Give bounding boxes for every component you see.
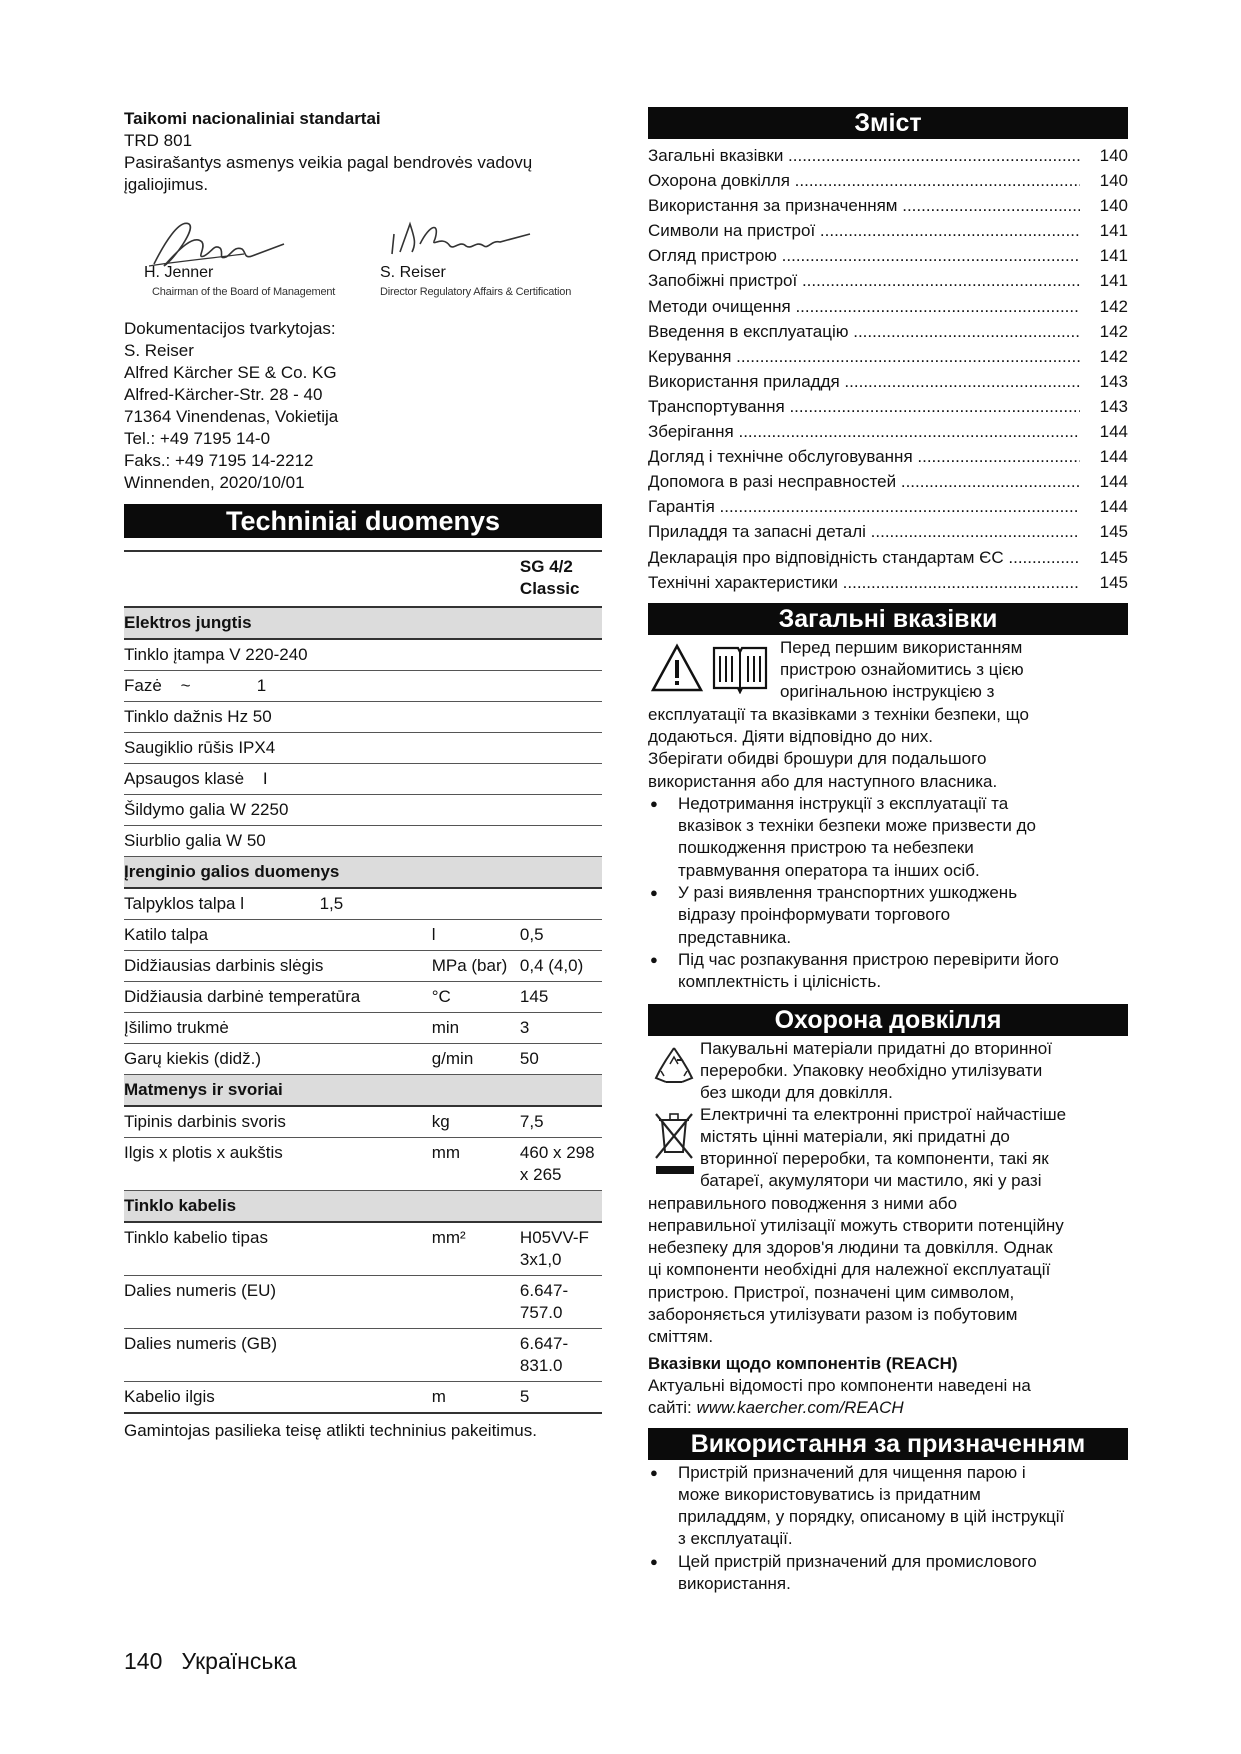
table-cell: Tinklo įtampa V 220-240 xyxy=(124,639,432,671)
manual-book-icon xyxy=(710,642,770,694)
table-cell xyxy=(432,607,520,639)
table-cell: Didžiausias darbinis slėgis xyxy=(124,951,432,982)
table-cell: Matmenys ir svoriai xyxy=(124,1075,432,1107)
contact-line: S. Reiser xyxy=(124,341,194,360)
weee-bin-icon xyxy=(652,1108,696,1178)
bullet-item xyxy=(648,1462,1128,1551)
table-cell xyxy=(520,826,602,857)
general-bullets xyxy=(648,793,1128,994)
right-column xyxy=(648,107,1128,1595)
general-text: експлуатації та вказівками з техніки безпеки, що додаються. Діяти відповідно до них. Зберігати обидві брошури для подальшого використання або для наступного власника. xyxy=(648,704,1029,791)
toc-entry[interactable] xyxy=(648,494,1128,519)
table-section-row xyxy=(124,1191,602,1223)
table-cell: mm² xyxy=(432,1222,520,1276)
usage-bullets xyxy=(648,1462,1128,1596)
table-cell: Kabelio ilgis xyxy=(124,1382,432,1414)
table-cell: 3 xyxy=(520,1013,602,1044)
toc-entry-page: 141 xyxy=(1099,246,1128,266)
table-cell: Tipinis darbinis svoris xyxy=(124,1106,432,1138)
table-row xyxy=(124,702,602,733)
toc-entry-label: Зберігання ..... xyxy=(648,419,1080,444)
toc-entry-label: Керування ..... xyxy=(648,344,1080,369)
table-cell: Elektros jungtis xyxy=(124,607,432,639)
table-section-row xyxy=(124,1075,602,1107)
table-cell: m xyxy=(432,1382,520,1414)
toc-entry[interactable] xyxy=(648,294,1128,319)
table-row xyxy=(124,1382,602,1414)
signer-name: H. Jenner xyxy=(144,264,214,281)
signature-block xyxy=(124,196,602,418)
table-cell xyxy=(432,826,520,857)
bullet-line: може використовуватись із придатним xyxy=(678,1484,981,1504)
toc-entry-label: Використання приладдя ..... xyxy=(648,369,1080,394)
table-cell xyxy=(520,639,602,671)
general-intro-text: Перед першим використанням пристрою ознайомитись з цією оригінальною інструкцією з xyxy=(780,637,1024,702)
toc-entry-page: 140 xyxy=(1099,146,1128,165)
toc-entry-label: Методи очищення ..... xyxy=(648,294,1080,319)
toc-entry-page: 142 xyxy=(1099,296,1128,316)
bullet-item xyxy=(648,793,1128,882)
reach-link[interactable]: www.kaercher.com/REACH xyxy=(696,1398,904,1418)
toc-entry-page: 144 xyxy=(1099,447,1128,467)
toc-title: Зміст xyxy=(648,107,1128,139)
table-row xyxy=(124,1044,602,1075)
table-cell xyxy=(432,764,520,795)
table-cell xyxy=(432,639,520,671)
toc-entry-label: Технічні характеристики ..... xyxy=(648,570,1080,595)
bullet-line: ● Під час розпакування пристрою перевірити його xyxy=(678,949,1059,969)
toc-entry[interactable] xyxy=(648,143,1128,168)
left-column xyxy=(124,108,602,1442)
toc-entry-page: 143 xyxy=(1099,396,1128,416)
table-row xyxy=(124,1106,602,1138)
table-cell xyxy=(520,764,602,795)
contact-line: Alfred-Kärcher-Str. 28 - 40 xyxy=(124,385,323,404)
bullet-line: відразу проінформувати торгового xyxy=(678,905,951,925)
contact-line: Dokumentacijos tvarkytojas: xyxy=(124,319,336,338)
contact-line: Tel.: +49 7195 14-0 xyxy=(124,429,271,448)
table-cell xyxy=(520,607,602,639)
table-cell xyxy=(432,1276,520,1329)
table-cell: 0,5 xyxy=(520,920,602,951)
bullet-line: представника. xyxy=(678,927,792,947)
table-cell: Įrenginio galios duomenys xyxy=(124,857,432,889)
bullet-line: ● Недотримання інструкції з експлуатації та xyxy=(678,793,1009,813)
table-cell: 460 x 298 x 265 xyxy=(520,1138,602,1191)
toc-entry-label: Введення в експлуатацію ..... xyxy=(648,319,1080,344)
bullet-item xyxy=(648,949,1128,994)
toc-entry-label: Охорона довкілля ..... xyxy=(648,168,1080,193)
table-cell: Tinklo kabelis xyxy=(124,1191,432,1223)
bullet-line: ● Цей пристрій призначений для промислового xyxy=(678,1551,1037,1571)
toc-entry[interactable] xyxy=(648,344,1128,369)
table-cell: l xyxy=(432,920,520,951)
toc-entry-page: 141 xyxy=(1099,221,1128,241)
table-row xyxy=(124,1138,602,1191)
table-cell: Ilgis x plotis x aukštis xyxy=(124,1138,432,1191)
table-cell xyxy=(432,1191,520,1223)
signer-name: S. Reiser xyxy=(380,264,446,281)
toc-entry-label: Допомога в разі несправностей ..... xyxy=(648,469,1080,494)
table-cell xyxy=(520,1191,602,1223)
table-cell: MPa (bar) xyxy=(432,951,520,982)
table-cell: Didžiausia darbinė temperatūra xyxy=(124,982,432,1013)
standard-code: TRD 801 xyxy=(124,131,193,150)
toc-entry[interactable] xyxy=(648,268,1128,293)
table-cell: Tinklo dažnis Hz 50 xyxy=(124,702,432,733)
general-title: Загальні вказівки xyxy=(648,603,1128,635)
table-cell xyxy=(432,1329,520,1382)
toc-entry[interactable] xyxy=(648,519,1128,544)
bullet-line: використання. xyxy=(678,1574,791,1593)
table-cell xyxy=(520,1075,602,1107)
table-cell: mm xyxy=(432,1138,520,1191)
tech-data-table xyxy=(124,550,602,1414)
table-cell xyxy=(520,857,602,889)
toc-entry[interactable] xyxy=(648,469,1128,494)
table-header-row xyxy=(124,551,602,607)
footer-language: Українська xyxy=(181,1648,297,1674)
tech-footer: Gamintojas pasilieka teisę atlikti techninius pakeitimus. xyxy=(124,1421,537,1440)
table-row xyxy=(124,764,602,795)
toc-entry-label: Гарантія ..... xyxy=(648,494,1080,519)
bullet-item xyxy=(648,1551,1128,1596)
table-row xyxy=(124,951,602,982)
toc-entry-label: Декларація про відповідність стандартам ЄС ..... xyxy=(648,545,1080,570)
toc-entry-page: 144 xyxy=(1099,422,1128,442)
table-cell: °C xyxy=(432,982,520,1013)
table-cell: Siurblio galia W 50 xyxy=(124,826,432,857)
table-row xyxy=(124,826,602,857)
bullet-line: ● Пристрій призначений для чищення парою і xyxy=(678,1462,1026,1482)
table-section-row xyxy=(124,607,602,639)
toc-entry-page: 142 xyxy=(1099,346,1128,366)
toc-entry-label: Транспортування ..... xyxy=(648,394,1080,419)
toc-entry-label: Символи на пристрої ..... xyxy=(648,218,1080,243)
table-section-row xyxy=(124,857,602,889)
bullet-line: вказівок з техніки безпеки може призвести до xyxy=(678,816,1037,836)
signer-role: Director Regulatory Affairs & Certification xyxy=(380,286,572,298)
table-cell: 5 xyxy=(520,1382,602,1414)
toc-entry-page: 140 xyxy=(1099,171,1128,191)
signers-note: Pasirašantys asmenys veikia pagal bendrovės vadovų įgaliojimus. xyxy=(124,153,533,194)
table-cell: Katilo talpa xyxy=(124,920,432,951)
table-cell: 6.647-831.0 xyxy=(520,1329,602,1382)
table-cell: Apsaugos klasė I xyxy=(124,764,432,795)
table-row xyxy=(124,639,602,671)
table-cell: Talpyklos talpa l 1,5 xyxy=(124,888,432,920)
toc-entry-page: 145 xyxy=(1099,572,1128,592)
table-cell: g/min xyxy=(432,1044,520,1075)
contact-line: Winnenden, 2020/10/01 xyxy=(124,473,305,492)
table-cell: H05VV-F 3x1,0 xyxy=(520,1222,602,1276)
toc-entry-page: 140 xyxy=(1099,196,1128,216)
toc-entry-label: Приладдя та запасні деталі ..... xyxy=(648,519,1080,544)
signer-role: Chairman of the Board of Management xyxy=(152,286,336,298)
table-row xyxy=(124,1222,602,1276)
toc-entry-page: 144 xyxy=(1099,497,1128,517)
toc-entry[interactable] xyxy=(648,193,1128,218)
toc-entry[interactable] xyxy=(648,168,1128,193)
page-number: 140 xyxy=(124,1648,163,1674)
reach-heading: Вказівки щодо компонентів (REACH) xyxy=(648,1353,958,1373)
toc-entry-page: 141 xyxy=(1099,271,1128,291)
reach-url-line: сайті: www.kaercher.com/REACH xyxy=(648,1398,904,1418)
toc-entry[interactable] xyxy=(648,243,1128,268)
env-title: Охорона довкілля xyxy=(648,1004,1128,1036)
contact-line: Faks.: +49 7195 14-2212 xyxy=(124,451,314,470)
toc-entry[interactable] xyxy=(648,545,1128,570)
table-cell xyxy=(520,795,602,826)
weee-text: неправильного поводження з ними або неправильної утилізації можуть створити потенційну небезпеку для здоров'я людини та довкілля. Однак ці компоненти необхідні для належної експлуатації пристрою. Пристрої, позначені цим символом, забороняється утилізувати разом із побутовим сміттям. xyxy=(648,1193,1064,1347)
toc-entry-page: 144 xyxy=(1099,472,1128,492)
toc-entry-page: 143 xyxy=(1099,371,1128,391)
table-cell: Saugiklio rūšis IPX4 xyxy=(124,733,432,764)
model-header: SG 4/2 Classic xyxy=(520,551,602,607)
table-cell xyxy=(520,671,602,702)
table-row xyxy=(124,1276,602,1329)
table-cell xyxy=(520,702,602,733)
table-cell: Dalies numeris (EU) xyxy=(124,1276,432,1329)
toc-entry-label: Запобіжні пристрої ..... xyxy=(648,268,1080,293)
toc-entry-label: Використання за призначенням ..... xyxy=(648,193,1080,218)
warning-icon xyxy=(650,643,704,693)
recycle-text: Пакувальні матеріали придатні до вторинної переробки. Упаковку необхідно утилізувати без шкоди для довкілля. xyxy=(700,1038,1052,1103)
usage-title: Використання за призначенням xyxy=(648,1428,1128,1460)
table-cell: 6.647-757.0 xyxy=(520,1276,602,1329)
table-row xyxy=(124,795,602,826)
toc-entry-label: Догляд і технічне обслуговування ..... xyxy=(648,444,1080,469)
table-cell: Garų kiekis (didž.) xyxy=(124,1044,432,1075)
table-cell xyxy=(520,733,602,764)
bullet-line: травмування оператора та інших осіб. xyxy=(678,860,980,880)
table-cell: Fazė ~ 1 xyxy=(124,671,432,702)
toc-entry[interactable] xyxy=(648,419,1128,444)
bullet-line: ● У разі виявлення транспортних ушкоджень xyxy=(678,883,1018,903)
toc-entry[interactable] xyxy=(648,319,1128,344)
bullet-line: приладдям, у порядку, описаному в цій інструкції xyxy=(678,1507,1065,1527)
table-cell xyxy=(432,702,520,733)
table-row xyxy=(124,733,602,764)
table-row xyxy=(124,671,602,702)
toc-entry[interactable] xyxy=(648,369,1128,394)
toc-entry[interactable] xyxy=(648,394,1128,419)
standards-heading: Taikomi nacionaliniai standartai xyxy=(124,109,381,128)
table-row xyxy=(124,1013,602,1044)
table-cell: min xyxy=(432,1013,520,1044)
toc-entry-label: Загальні вказівки ..... xyxy=(648,143,1080,168)
table-row xyxy=(124,888,602,920)
contact-line: 71364 Vinendenas, Vokietija xyxy=(124,407,339,426)
toc-entry-page: 142 xyxy=(1099,321,1128,341)
table-row xyxy=(124,1329,602,1382)
table-cell: Tinklo kabelio tipas xyxy=(124,1222,432,1276)
bullet-item xyxy=(648,882,1128,949)
table-cell: 0,4 (4,0) xyxy=(520,951,602,982)
toc-entry[interactable] xyxy=(648,570,1128,595)
table-cell xyxy=(432,1075,520,1107)
weee-text-short: Електричні та електронні пристрої найчастіше містять цінні матеріали, які придатні до вторинної переробки, та компоненти, такі як батареї, акумулятори чи мастило, які у разі xyxy=(700,1104,1067,1191)
table-cell: 7,5 xyxy=(520,1106,602,1138)
table-cell xyxy=(432,733,520,764)
table-cell xyxy=(432,857,520,889)
general-intro xyxy=(648,637,1128,704)
table-cell xyxy=(520,888,602,920)
table-cell xyxy=(432,671,520,702)
page-footer xyxy=(124,1648,297,1675)
bullet-line: з експлуатації. xyxy=(678,1529,793,1549)
bullet-line: комплектність і цілісність. xyxy=(678,972,882,992)
table-row xyxy=(124,920,602,951)
toc-entry-page: 145 xyxy=(1099,547,1128,567)
bullet-line: пошкодження пристрою та небезпеки xyxy=(678,838,974,858)
table-cell: Įšilimo trukmė xyxy=(124,1013,432,1044)
table-row xyxy=(124,982,602,1013)
contact-line: Alfred Kärcher SE & Co. KG xyxy=(124,363,337,382)
table-cell xyxy=(432,795,520,826)
reach-line: Актуальні відомості про компоненти наведені на xyxy=(648,1375,1031,1395)
table-cell: Šildymo galia W 2250 xyxy=(124,795,432,826)
toc-entry[interactable] xyxy=(648,218,1128,243)
toc-entry[interactable] xyxy=(648,444,1128,469)
table-cell: 145 xyxy=(520,982,602,1013)
table-cell xyxy=(432,888,520,920)
recycling-icon xyxy=(652,1044,696,1088)
toc-entry-page: 145 xyxy=(1099,522,1128,542)
toc-entry-label: Огляд пристрою ..... xyxy=(648,243,1080,268)
table-cell: kg xyxy=(432,1106,520,1138)
table-of-contents xyxy=(648,143,1128,595)
tech-data-title: Techniniai duomenys xyxy=(124,504,602,538)
table-cell: Dalies numeris (GB) xyxy=(124,1329,432,1382)
table-cell: 50 xyxy=(520,1044,602,1075)
